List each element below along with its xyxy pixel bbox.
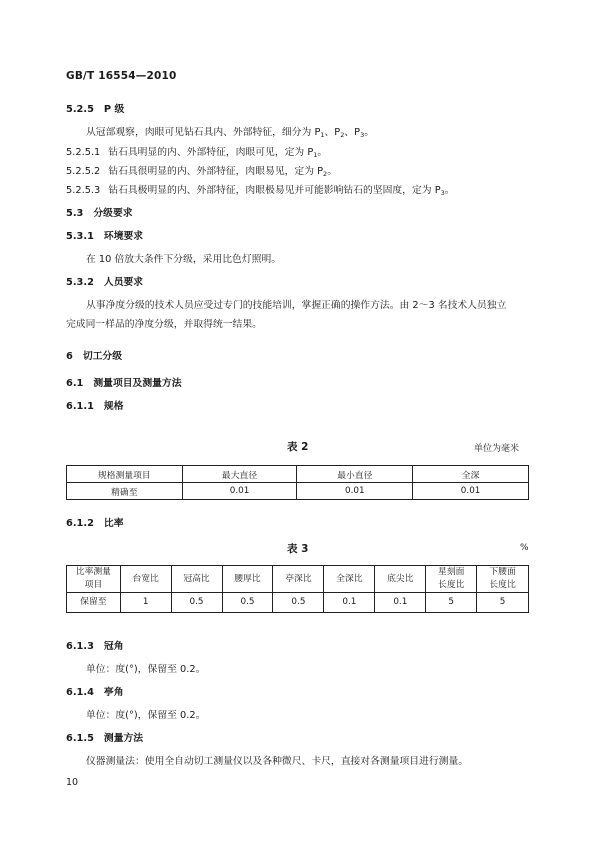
section-title: 比率	[103, 518, 124, 529]
subscript: 3	[440, 189, 445, 197]
table-header-cell: 腰厚比	[222, 566, 273, 593]
text-run: 钻石具明显的内、外部特征，肉眼可见，定为 P	[108, 147, 314, 158]
section-number: 6.1.4	[66, 687, 94, 698]
section-title: 测量方法	[103, 733, 144, 744]
subscript: 3	[360, 131, 365, 139]
table-header-cell: 台宽比	[120, 566, 171, 593]
section-5-3-1-heading	[66, 230, 143, 244]
section-5-2-5-intro	[86, 126, 374, 140]
section-6-1-2-heading	[66, 517, 124, 531]
header-line: 项目	[84, 580, 103, 590]
subscript: 1	[313, 151, 318, 159]
clause-number: 5.2.5.3	[66, 185, 101, 196]
section-number: 5.3	[66, 208, 84, 219]
table-cell: 0.5	[171, 593, 222, 613]
section-title: 分级要求	[93, 208, 133, 219]
text-run: 钻石具极明显的内、外部特征，肉眼极易见并可能影响钻石的坚固度，定为 P	[108, 185, 441, 196]
header-line: 长度比	[489, 580, 516, 590]
table-2-caption: 表 2	[287, 441, 309, 453]
header-line: 星刻面	[438, 567, 465, 577]
clause-5-2-5-3	[66, 184, 455, 198]
table-cell: 5	[426, 593, 477, 613]
header-line: 长度比	[438, 580, 465, 590]
table-header-cell: 全深	[413, 466, 529, 483]
subscript: 2	[340, 131, 345, 139]
table-header-cell: 规格测量项目	[67, 466, 183, 483]
section-5-2-5-heading	[66, 103, 124, 117]
table-cell: 0.5	[273, 593, 324, 613]
text-run: 从冠部观察，肉眼可见钻石具内、外部特征，细分为 P	[86, 127, 321, 138]
table-cell: 0.01	[297, 483, 413, 500]
section-5-3-1-text: 在 10 倍放大条件下分级，采用比色灯照明。	[86, 254, 282, 265]
section-title: 规格	[103, 401, 124, 412]
table-header-cell: 亭深比	[273, 566, 324, 593]
table-3-caption: 表 3	[287, 543, 309, 555]
table-header-cell: 全深比	[324, 566, 375, 593]
section-6-1-5-text: 仪器测量法：使用全自动切工测量仪以及各种微尺、卡尺，直接对各测量项目进行测量。	[86, 756, 469, 767]
text-run: 、P	[324, 127, 341, 138]
table-header-cell	[477, 566, 529, 593]
table-cell: 0.01	[182, 483, 297, 500]
table-2	[66, 465, 529, 500]
table-header-cell	[67, 566, 121, 593]
section-title: 人员要求	[103, 277, 144, 288]
section-number: 6.1.2	[66, 518, 94, 529]
clause-number: 5.2.5.1	[66, 147, 101, 158]
text-run: 。	[364, 127, 375, 138]
text-run: 。	[327, 166, 337, 177]
clause-5-2-5-2	[66, 165, 337, 179]
clause-5-2-5-1	[66, 146, 327, 160]
section-title: P 级	[103, 104, 125, 115]
section-number: 5.2.5	[66, 104, 94, 115]
table-3	[66, 565, 529, 613]
section-number: 6	[66, 351, 73, 362]
subscript: 2	[323, 170, 328, 178]
table-header-cell: 冠高比	[171, 566, 222, 593]
standard-code: GB/T 16554—2010	[66, 70, 177, 82]
section-5-3-2-heading	[66, 276, 143, 290]
section-6-1-heading	[66, 377, 182, 391]
section-title: 环境要求	[103, 231, 144, 242]
table-3-unit: %	[520, 543, 529, 553]
section-6-1-4-text: 单位：度(°)，保留至 0.2。	[86, 710, 206, 721]
section-5-3-2-text-line2: 完成同一样品的净度分级，并取得统一结果。	[66, 319, 262, 330]
table-row	[67, 483, 529, 500]
section-title: 冠角	[103, 641, 124, 652]
section-5-3-heading	[66, 207, 133, 221]
table-2-unit: 单位为毫米	[474, 444, 520, 454]
table-header-cell: 最大直径	[182, 466, 297, 483]
section-6-1-1-heading	[66, 400, 124, 414]
section-number: 5.3.2	[66, 277, 94, 288]
section-title: 亭角	[103, 687, 124, 698]
table-cell: 0.1	[375, 593, 426, 613]
table-cell: 0.01	[413, 483, 529, 500]
section-5-3-2-text-line1: 从事净度分级的技术人员应受过专门的技能培训，掌握正确的操作方法。由 2～3 名技术人员独立	[86, 300, 507, 311]
table-header-row	[67, 466, 529, 483]
table-header-cell	[426, 566, 477, 593]
section-title: 测量项目及测量方法	[93, 378, 182, 389]
header-line: 比率测量	[75, 567, 111, 577]
text-run: 。	[444, 185, 455, 196]
section-6-1-4-heading	[66, 686, 124, 700]
section-title: 切工分级	[82, 351, 123, 362]
table-header-cell: 底尖比	[375, 566, 426, 593]
section-number: 5.3.1	[66, 231, 94, 242]
section-number: 6.1.1	[66, 401, 94, 412]
table-header-row	[67, 566, 529, 593]
table-cell: 5	[477, 593, 529, 613]
text-run: 。	[317, 147, 328, 158]
text-run: 、P	[344, 127, 361, 138]
section-number: 6.1.5	[66, 733, 94, 744]
subscript: 1	[320, 131, 325, 139]
table-cell: 0.1	[324, 593, 375, 613]
section-number: 6.1	[66, 378, 84, 389]
chapter-6-heading	[66, 350, 122, 364]
page-number: 10	[66, 777, 79, 788]
section-6-1-3-heading	[66, 640, 124, 654]
section-number: 6.1.3	[66, 641, 94, 652]
section-6-1-5-heading	[66, 732, 143, 746]
section-6-1-3-text: 单位：度(°)，保留至 0.2。	[86, 664, 206, 675]
table-cell: 保留至	[67, 593, 121, 613]
clause-number: 5.2.5.2	[66, 166, 101, 177]
table-cell: 0.5	[222, 593, 273, 613]
header-line: 下腰面	[489, 567, 516, 577]
table-header-cell: 最小直径	[297, 466, 413, 483]
table-row	[67, 593, 529, 613]
text-run: 钻石具很明显的内、外部特征，肉眼易见，定为 P	[108, 166, 324, 177]
table-cell: 1	[120, 593, 171, 613]
table-cell: 精确至	[67, 483, 183, 500]
